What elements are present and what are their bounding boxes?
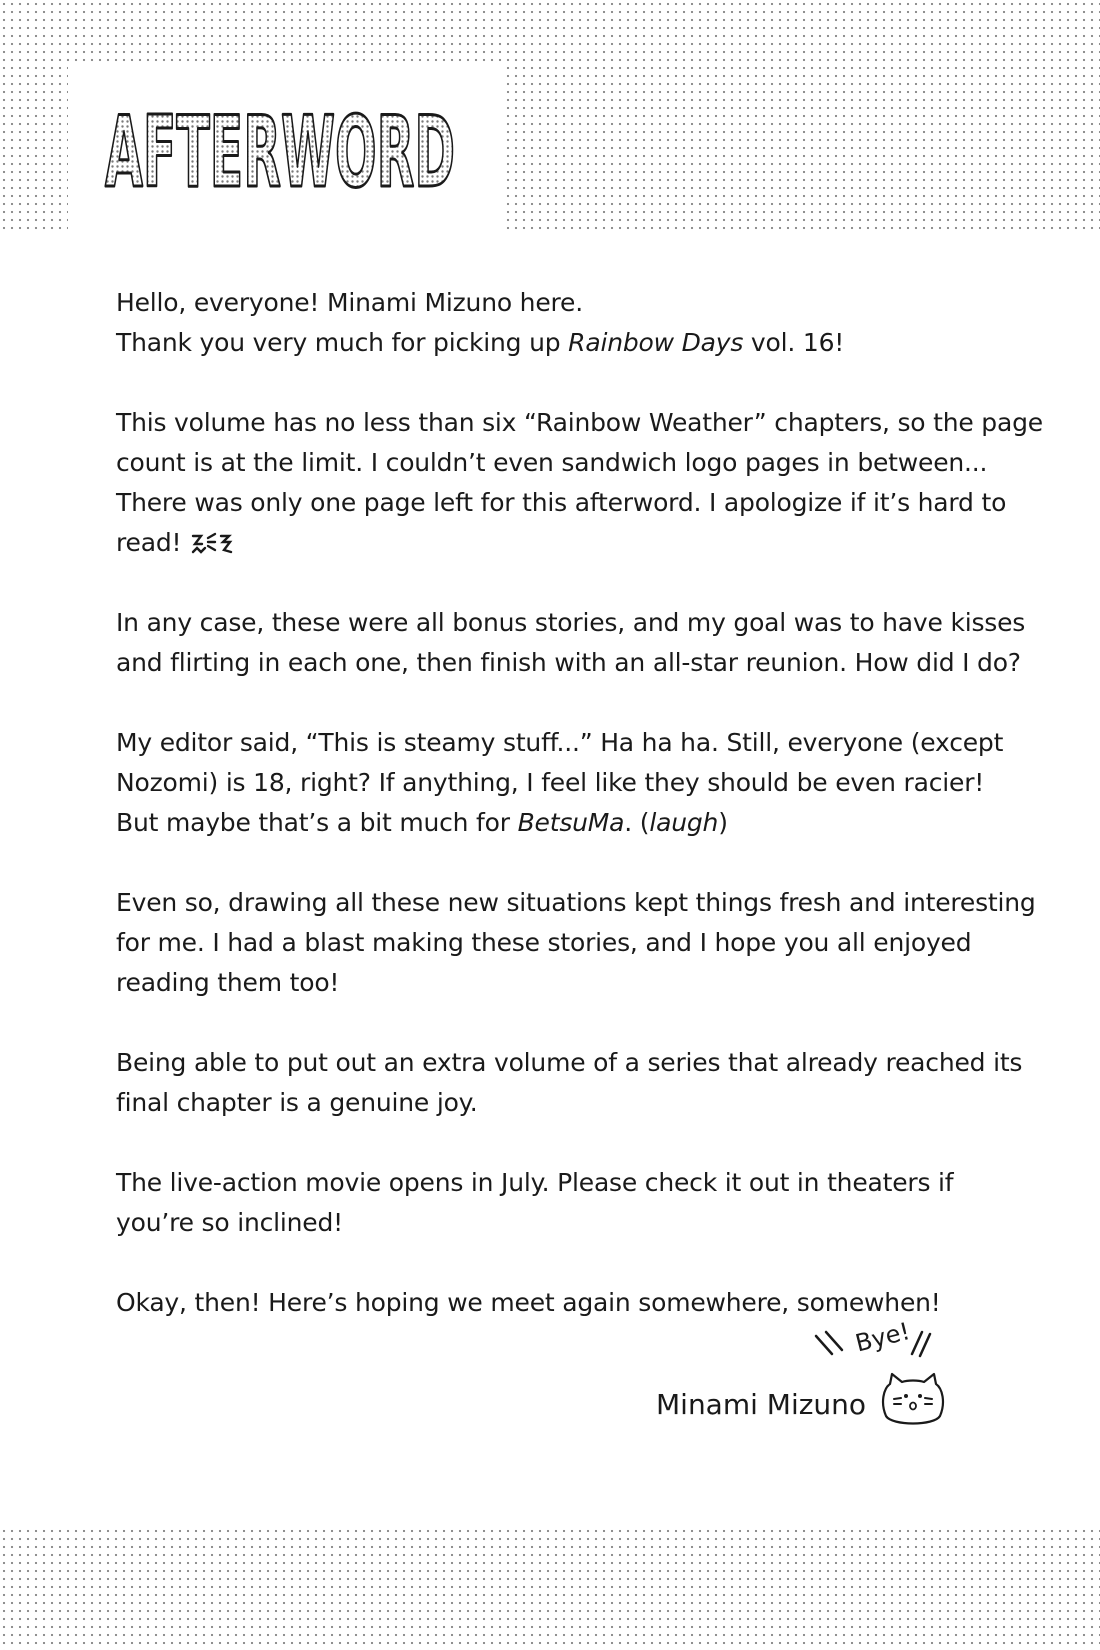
motion-lines-right bbox=[912, 1332, 930, 1356]
text-line bbox=[116, 883, 1036, 923]
text-line bbox=[116, 483, 1007, 523]
afterword-body bbox=[116, 283, 1043, 1323]
paragraph bbox=[116, 603, 1026, 683]
text-line bbox=[116, 923, 996, 963]
text-line bbox=[116, 1163, 996, 1203]
page-title bbox=[100, 84, 460, 210]
text-segment: for me. I had a blast making these stories, and I hope you all enjoyed bbox=[116, 928, 972, 957]
paragraph bbox=[116, 883, 1036, 1003]
paragraph bbox=[116, 1283, 996, 1323]
text-segment: ) bbox=[718, 808, 728, 837]
text-line bbox=[116, 963, 996, 1003]
text-line bbox=[116, 723, 1004, 763]
paragraph bbox=[116, 403, 1043, 563]
text-line bbox=[116, 763, 996, 803]
text-segment: reading them too! bbox=[116, 968, 340, 997]
italic-title-text: laugh bbox=[649, 808, 719, 837]
text-segment: count is at the limit. I couldn’t even sandwich logo pages in between... bbox=[116, 448, 988, 477]
text-segment: you’re so inclined! bbox=[116, 1208, 343, 1237]
text-line bbox=[116, 443, 996, 483]
text-line bbox=[116, 403, 1043, 443]
text-line bbox=[116, 283, 996, 323]
italic-title-text: Rainbow Days bbox=[568, 328, 744, 357]
text-segment: read! bbox=[116, 528, 182, 557]
screentone-footer-band bbox=[0, 1527, 1100, 1650]
text-segment: This volume has no less than six “Rainbow Weather” chapters, so the page bbox=[116, 408, 1043, 437]
text-segment: Being able to put out an extra volume of a series that already reached its bbox=[116, 1048, 1023, 1077]
italic-title-text: BetsuMa bbox=[517, 808, 625, 837]
paragraph bbox=[116, 723, 1004, 843]
text-segment: Hello, everyone! Minami Mizuno here. bbox=[116, 288, 583, 317]
bye-text: Bye! bbox=[852, 1317, 913, 1358]
text-segment: But maybe that’s a bit much for bbox=[116, 808, 518, 837]
motion-lines-left bbox=[816, 1332, 842, 1354]
cat-face-icon bbox=[880, 1372, 946, 1428]
text-line bbox=[116, 803, 996, 843]
page-title-text: AFTERWORD bbox=[105, 96, 455, 210]
text-line bbox=[116, 1043, 1023, 1083]
text-segment: vol. 16! bbox=[743, 328, 845, 357]
text-segment: Thank you very much for picking up bbox=[116, 328, 569, 357]
text-line bbox=[116, 1283, 996, 1323]
bye-doodle bbox=[812, 1318, 932, 1378]
paragraph bbox=[116, 1163, 996, 1243]
text-line bbox=[116, 603, 1026, 643]
text-segment: and flirting in each one, then finish with an all-star reunion. How did I do? bbox=[116, 648, 1021, 677]
paragraph bbox=[116, 283, 996, 363]
text-line bbox=[116, 323, 996, 363]
text-segment: My editor said, “This is steamy stuff...” Ha ha ha. Still, everyone (except bbox=[116, 728, 1004, 757]
text-segment: There was only one page left for this afterword. I apologize if it’s hard to bbox=[116, 488, 1007, 517]
text-segment: The live-action movie opens in July. Please check it out in theaters if bbox=[116, 1168, 954, 1197]
author-signature: Minami Mizuno bbox=[656, 1388, 867, 1421]
text-segment: In any case, these were all bonus stories, and my goal was to have kisses bbox=[116, 608, 1026, 637]
text-line bbox=[116, 1083, 996, 1123]
sweat-drops-icon bbox=[189, 530, 235, 558]
text-segment: Okay, then! Here’s hoping we meet again somewhere, somewhen! bbox=[116, 1288, 941, 1317]
text-line bbox=[116, 643, 1021, 683]
text-segment: . ( bbox=[624, 808, 650, 837]
paragraph bbox=[116, 1043, 1023, 1123]
text-line bbox=[116, 1203, 996, 1243]
text-line bbox=[116, 523, 996, 563]
text-segment: final chapter is a genuine joy. bbox=[116, 1088, 478, 1117]
text-segment: Even so, drawing all these new situations kept things fresh and interesting bbox=[116, 888, 1036, 917]
text-segment: Nozomi) is 18, right? If anything, I feel like they should be even racier! bbox=[116, 768, 985, 797]
